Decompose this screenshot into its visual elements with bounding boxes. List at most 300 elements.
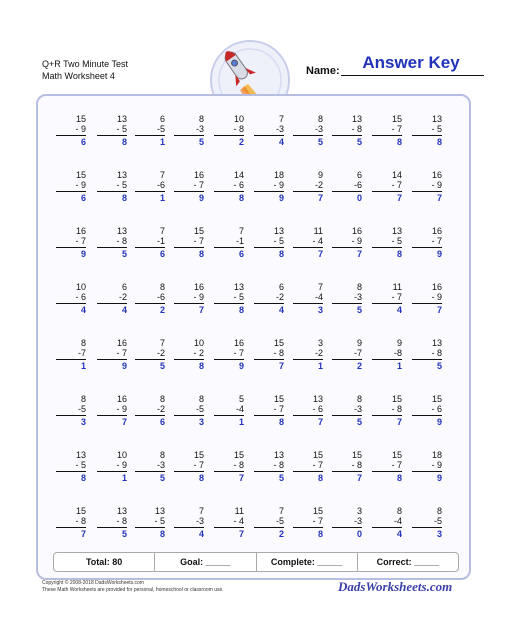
problem-item xyxy=(372,394,402,427)
problem-subtrahend: - 6 xyxy=(214,180,244,192)
problem-subtrahend: -5 xyxy=(56,404,86,416)
problem-minuend: 16 xyxy=(431,170,442,180)
problem-answer: 3 xyxy=(436,529,442,539)
problem-item xyxy=(372,338,402,371)
problem-minuend: 3 xyxy=(356,506,362,516)
problem-minuend: 8 xyxy=(159,394,165,404)
problem-subtrahend: - 7 xyxy=(174,180,204,192)
problem-minuend: 15 xyxy=(273,338,284,348)
problem-item xyxy=(97,338,127,371)
problem-minuend: 16 xyxy=(193,282,204,292)
problem-answer: 7 xyxy=(121,417,127,427)
problem-item xyxy=(332,394,362,427)
problem-minuend: 13 xyxy=(351,114,362,124)
problem-minuend: 13 xyxy=(273,450,284,460)
problem-subtrahend: -3 xyxy=(332,516,362,528)
problem-minuend: 16 xyxy=(116,394,127,404)
problem-item xyxy=(412,450,442,483)
problem-item xyxy=(214,506,244,539)
problem-minuend: 15 xyxy=(391,114,402,124)
problem-answer: 8 xyxy=(238,305,244,315)
problem-item xyxy=(56,506,86,539)
problem-answer: 7 xyxy=(356,249,362,259)
problem-minuend: 15 xyxy=(75,170,86,180)
problem-item xyxy=(412,338,442,371)
problem-subtrahend: - 7 xyxy=(372,292,402,304)
problem-answer: 1 xyxy=(159,193,165,203)
name-line xyxy=(341,75,484,76)
problem-subtrahend: -3 xyxy=(332,292,362,304)
problem-minuend: 9 xyxy=(356,338,362,348)
problem-subtrahend: -3 xyxy=(293,124,323,136)
problem-item xyxy=(332,226,362,259)
problem-minuend: 7 xyxy=(278,114,284,124)
problem-minuend: 7 xyxy=(238,226,244,236)
problem-item xyxy=(254,506,284,539)
problem-item xyxy=(56,450,86,483)
problem-answer: 1 xyxy=(238,417,244,427)
problem-item xyxy=(293,114,323,147)
title-line-1: Q+R Two Minute Test xyxy=(42,59,128,69)
problem-minuend: 16 xyxy=(233,338,244,348)
problem-answer: 5 xyxy=(121,249,127,259)
name-label: Name: xyxy=(306,65,340,77)
problem-item xyxy=(254,282,284,315)
problem-item xyxy=(332,450,362,483)
problem-item xyxy=(97,394,127,427)
problem-minuend: 14 xyxy=(391,170,402,180)
problem-item xyxy=(135,170,165,203)
problem-item xyxy=(97,282,127,315)
copyright-line-1: Copyright © 2008-2018 DadsWorksheets.com xyxy=(42,580,144,586)
problem-subtrahend: - 5 xyxy=(372,236,402,248)
problem-answer: 7 xyxy=(317,193,323,203)
problem-answer: 5 xyxy=(356,137,362,147)
problem-item xyxy=(254,114,284,147)
problem-answer: 8 xyxy=(238,193,244,203)
problem-item xyxy=(174,170,204,203)
problem-subtrahend: -6 xyxy=(135,292,165,304)
problem-item xyxy=(412,506,442,539)
problem-subtrahend: - 9 xyxy=(332,236,362,248)
problem-subtrahend: - 9 xyxy=(97,460,127,472)
problem-minuend: 15 xyxy=(312,450,323,460)
problem-item xyxy=(372,282,402,315)
problem-subtrahend: - 2 xyxy=(174,348,204,360)
problem-subtrahend: - 8 xyxy=(372,404,402,416)
problem-subtrahend: - 5 xyxy=(97,180,127,192)
problem-minuend: 6 xyxy=(278,282,284,292)
problem-answer: 9 xyxy=(436,417,442,427)
problem-answer: 8 xyxy=(198,361,204,371)
problem-item xyxy=(56,338,86,371)
problem-subtrahend: - 4 xyxy=(293,236,323,248)
problem-subtrahend: - 7 xyxy=(174,236,204,248)
problem-answer: 8 xyxy=(198,473,204,483)
problem-answer: 8 xyxy=(396,137,402,147)
problem-answer: 9 xyxy=(80,249,86,259)
problem-minuend: 9 xyxy=(396,338,402,348)
problem-subtrahend: - 8 xyxy=(412,348,442,360)
problem-minuend: 8 xyxy=(80,394,86,404)
problem-item xyxy=(135,394,165,427)
problem-item xyxy=(135,506,165,539)
problem-subtrahend: -2 xyxy=(135,404,165,416)
problem-item xyxy=(412,226,442,259)
problem-subtrahend: - 8 xyxy=(97,236,127,248)
problem-minuend: 18 xyxy=(431,450,442,460)
problem-answer: 9 xyxy=(278,193,284,203)
problem-answer: 8 xyxy=(317,529,323,539)
problem-item xyxy=(254,170,284,203)
problem-subtrahend: -5 xyxy=(412,516,442,528)
problem-answer: 5 xyxy=(278,473,284,483)
problem-item xyxy=(135,114,165,147)
problem-subtrahend: - 8 xyxy=(214,460,244,472)
problem-minuend: 7 xyxy=(159,226,165,236)
problem-answer: 2 xyxy=(159,305,165,315)
problem-item xyxy=(174,338,204,371)
problem-answer: 7 xyxy=(396,193,402,203)
problem-item xyxy=(332,170,362,203)
problem-answer: 0 xyxy=(356,529,362,539)
problem-subtrahend: - 7 xyxy=(174,460,204,472)
problem-subtrahend: -2 xyxy=(97,292,127,304)
problem-answer: 6 xyxy=(80,137,86,147)
problem-subtrahend: -8 xyxy=(372,348,402,360)
problem-item xyxy=(56,394,86,427)
problem-minuend: 8 xyxy=(159,450,165,460)
problem-answer: 4 xyxy=(121,305,127,315)
problem-item xyxy=(214,450,244,483)
problem-minuend: 15 xyxy=(391,394,402,404)
problem-minuend: 10 xyxy=(233,114,244,124)
problem-answer: 7 xyxy=(436,305,442,315)
problem-minuend: 10 xyxy=(75,282,86,292)
problem-minuend: 11 xyxy=(392,282,402,292)
problem-item xyxy=(97,114,127,147)
problem-minuend: 7 xyxy=(317,282,323,292)
problem-item xyxy=(293,450,323,483)
problem-item xyxy=(254,338,284,371)
problem-minuend: 15 xyxy=(351,450,362,460)
problem-answer: 3 xyxy=(317,305,323,315)
problem-subtrahend: - 5 xyxy=(135,516,165,528)
problem-subtrahend: - 7 xyxy=(412,236,442,248)
problem-minuend: 3 xyxy=(317,338,323,348)
problem-answer: 7 xyxy=(198,305,204,315)
problem-answer: 8 xyxy=(396,249,402,259)
problem-item xyxy=(174,114,204,147)
problem-subtrahend: - 5 xyxy=(214,292,244,304)
problem-item xyxy=(293,394,323,427)
problem-minuend: 13 xyxy=(233,282,244,292)
problem-answer: 5 xyxy=(356,417,362,427)
problem-item xyxy=(214,394,244,427)
problem-item xyxy=(293,226,323,259)
problem-subtrahend: -2 xyxy=(254,292,284,304)
problem-answer: 9 xyxy=(198,193,204,203)
problem-subtrahend: - 7 xyxy=(97,348,127,360)
problem-item xyxy=(135,338,165,371)
problem-answer: 5 xyxy=(356,305,362,315)
problem-answer: 7 xyxy=(317,417,323,427)
problem-item xyxy=(332,114,362,147)
problem-answer: 8 xyxy=(159,529,165,539)
problem-subtrahend: - 5 xyxy=(254,236,284,248)
problem-item xyxy=(254,394,284,427)
problem-minuend: 7 xyxy=(159,338,165,348)
problem-minuend: 10 xyxy=(116,450,127,460)
problem-item xyxy=(332,282,362,315)
problem-answer: 5 xyxy=(198,137,204,147)
worksheet-title xyxy=(42,58,128,82)
problem-item xyxy=(97,226,127,259)
problem-subtrahend: -6 xyxy=(332,180,362,192)
problem-minuend: 11 xyxy=(234,506,244,516)
problem-item xyxy=(56,282,86,315)
problem-minuend: 15 xyxy=(391,450,402,460)
problem-answer: 6 xyxy=(159,417,165,427)
problem-minuend: 13 xyxy=(116,114,127,124)
footer-bar xyxy=(53,552,459,572)
problem-subtrahend: -3 xyxy=(174,516,204,528)
problem-answer: 1 xyxy=(317,361,323,371)
copyright-line-2: These Math Worksheets are provided for personal, homeschool or classroom use. xyxy=(42,587,224,593)
problem-minuend: 8 xyxy=(317,114,323,124)
problem-item xyxy=(332,338,362,371)
problem-item xyxy=(412,282,442,315)
problem-minuend: 15 xyxy=(431,394,442,404)
problem-answer: 1 xyxy=(80,361,86,371)
problem-minuend: 15 xyxy=(273,394,284,404)
problem-item xyxy=(174,506,204,539)
problem-subtrahend: - 6 xyxy=(56,292,86,304)
problem-subtrahend: -3 xyxy=(332,404,362,416)
problem-subtrahend: -3 xyxy=(135,460,165,472)
problem-item xyxy=(174,394,204,427)
problem-subtrahend: -1 xyxy=(214,236,244,248)
problem-subtrahend: - 7 xyxy=(214,348,244,360)
correct-cell: Correct: _____ xyxy=(357,553,458,571)
problem-minuend: 8 xyxy=(159,282,165,292)
problem-item xyxy=(214,338,244,371)
problem-minuend: 8 xyxy=(198,114,204,124)
problem-subtrahend: - 5 xyxy=(412,124,442,136)
problem-subtrahend: - 8 xyxy=(56,516,86,528)
problem-minuend: 10 xyxy=(193,338,204,348)
problem-item xyxy=(135,226,165,259)
problem-answer: 9 xyxy=(121,361,127,371)
problem-minuend: 13 xyxy=(116,506,127,516)
site-logo: DadsWorksheets.com xyxy=(338,579,453,594)
problem-subtrahend: -5 xyxy=(135,124,165,136)
problem-minuend: 13 xyxy=(312,394,323,404)
problem-subtrahend: - 8 xyxy=(332,460,362,472)
problem-item xyxy=(135,282,165,315)
problem-answer: 4 xyxy=(80,305,86,315)
problem-subtrahend: -4 xyxy=(214,404,244,416)
problem-answer: 8 xyxy=(436,137,442,147)
problem-answer: 9 xyxy=(238,361,244,371)
problem-subtrahend: - 7 xyxy=(372,124,402,136)
problem-answer: 8 xyxy=(278,417,284,427)
problem-minuend: 8 xyxy=(356,282,362,292)
problem-minuend: 8 xyxy=(356,394,362,404)
problem-minuend: 13 xyxy=(391,226,402,236)
problem-answer: 8 xyxy=(317,473,323,483)
problem-item xyxy=(293,506,323,539)
goal-cell: Goal: _____ xyxy=(154,553,255,571)
problem-item xyxy=(293,170,323,203)
copyright xyxy=(42,580,224,594)
problem-subtrahend: - 7 xyxy=(56,236,86,248)
problem-minuend: 8 xyxy=(436,506,442,516)
problem-subtrahend: -1 xyxy=(135,236,165,248)
problem-subtrahend: - 5 xyxy=(97,124,127,136)
problem-subtrahend: - 7 xyxy=(372,180,402,192)
problem-answer: 4 xyxy=(198,529,204,539)
problem-minuend: 8 xyxy=(80,338,86,348)
problem-minuend: 8 xyxy=(198,394,204,404)
problem-subtrahend: -5 xyxy=(174,404,204,416)
problem-answer: 7 xyxy=(80,529,86,539)
problem-minuend: 15 xyxy=(193,226,204,236)
problem-answer: 8 xyxy=(278,249,284,259)
problem-minuend: 13 xyxy=(154,506,165,516)
problem-subtrahend: -2 xyxy=(293,180,323,192)
problem-subtrahend: - 4 xyxy=(214,516,244,528)
problem-minuend: 13 xyxy=(431,114,442,124)
problem-item xyxy=(332,506,362,539)
problem-minuend: 11 xyxy=(313,226,323,236)
problem-minuend: 7 xyxy=(198,506,204,516)
problem-item xyxy=(214,170,244,203)
problem-item xyxy=(372,226,402,259)
problem-answer: 7 xyxy=(238,473,244,483)
problem-item xyxy=(293,282,323,315)
problem-answer: 3 xyxy=(80,417,86,427)
problem-answer: 4 xyxy=(396,529,402,539)
problem-subtrahend: - 9 xyxy=(97,404,127,416)
problem-item xyxy=(214,226,244,259)
problem-item xyxy=(56,114,86,147)
answer-key-label: Answer Key xyxy=(362,53,460,72)
problem-minuend: 8 xyxy=(396,506,402,516)
complete-cell: Complete: _____ xyxy=(256,553,357,571)
problem-item xyxy=(97,170,127,203)
problem-answer: 1 xyxy=(396,361,402,371)
problem-subtrahend: - 5 xyxy=(56,460,86,472)
problem-item xyxy=(412,114,442,147)
problem-subtrahend: -7 xyxy=(56,348,86,360)
problem-answer: 7 xyxy=(238,529,244,539)
problem-item xyxy=(254,226,284,259)
problem-answer: 6 xyxy=(80,193,86,203)
problem-subtrahend: - 9 xyxy=(412,460,442,472)
problem-minuend: 16 xyxy=(193,170,204,180)
problem-minuend: 15 xyxy=(75,114,86,124)
problem-subtrahend: - 8 xyxy=(254,460,284,472)
problem-answer: 4 xyxy=(396,305,402,315)
title-line-2: Math Worksheet 4 xyxy=(42,71,115,81)
problem-minuend: 13 xyxy=(116,170,127,180)
problem-answer: 7 xyxy=(317,249,323,259)
problem-minuend: 13 xyxy=(116,226,127,236)
problem-subtrahend: - 6 xyxy=(293,404,323,416)
problem-subtrahend: -4 xyxy=(372,516,402,528)
problem-minuend: 15 xyxy=(233,450,244,460)
problem-minuend: 6 xyxy=(159,114,165,124)
problem-answer: 7 xyxy=(278,361,284,371)
problem-answer: 2 xyxy=(278,529,284,539)
problem-subtrahend: -6 xyxy=(135,180,165,192)
problem-minuend: 6 xyxy=(356,170,362,180)
problem-subtrahend: - 6 xyxy=(412,404,442,416)
problem-subtrahend: - 9 xyxy=(412,180,442,192)
problem-minuend: 15 xyxy=(312,506,323,516)
problem-answer: 3 xyxy=(198,417,204,427)
problem-answer: 9 xyxy=(436,249,442,259)
problem-answer: 7 xyxy=(396,417,402,427)
problem-minuend: 7 xyxy=(278,506,284,516)
problem-answer: 8 xyxy=(198,249,204,259)
problem-item xyxy=(372,114,402,147)
problem-minuend: 13 xyxy=(273,226,284,236)
problem-item xyxy=(372,450,402,483)
problem-answer: 8 xyxy=(396,473,402,483)
problem-subtrahend: -2 xyxy=(135,348,165,360)
problem-minuend: 9 xyxy=(317,170,323,180)
problem-answer: 8 xyxy=(121,137,127,147)
problem-item xyxy=(372,506,402,539)
problem-item xyxy=(174,450,204,483)
problem-subtrahend: -3 xyxy=(174,124,204,136)
problem-answer: 5 xyxy=(159,473,165,483)
problem-item xyxy=(214,114,244,147)
problem-minuend: 13 xyxy=(75,450,86,460)
problem-minuend: 15 xyxy=(193,450,204,460)
problem-answer: 8 xyxy=(80,473,86,483)
problem-subtrahend: - 7 xyxy=(293,516,323,528)
problem-subtrahend: - 8 xyxy=(97,516,127,528)
problem-item xyxy=(97,506,127,539)
problem-answer: 2 xyxy=(238,137,244,147)
problem-subtrahend: - 9 xyxy=(254,180,284,192)
problem-minuend: 5 xyxy=(238,394,244,404)
problem-answer: 1 xyxy=(159,137,165,147)
total-cell: Total: 80 xyxy=(85,557,123,567)
problem-answer: 0 xyxy=(356,193,362,203)
problem-subtrahend: -4 xyxy=(293,292,323,304)
problem-minuend: 16 xyxy=(351,226,362,236)
problem-minuend: 7 xyxy=(159,170,165,180)
problem-item xyxy=(412,394,442,427)
problem-subtrahend: - 9 xyxy=(412,292,442,304)
problem-answer: 5 xyxy=(317,137,323,147)
problem-subtrahend: - 8 xyxy=(254,348,284,360)
problem-answer: 5 xyxy=(436,361,442,371)
problem-subtrahend: -5 xyxy=(254,516,284,528)
problem-answer: 9 xyxy=(436,473,442,483)
problem-answer: 7 xyxy=(436,193,442,203)
problem-answer: 5 xyxy=(121,529,127,539)
problem-item xyxy=(214,282,244,315)
problem-minuend: 18 xyxy=(273,170,284,180)
problem-minuend: 6 xyxy=(121,282,127,292)
problem-item xyxy=(174,226,204,259)
problem-answer: 8 xyxy=(121,193,127,203)
